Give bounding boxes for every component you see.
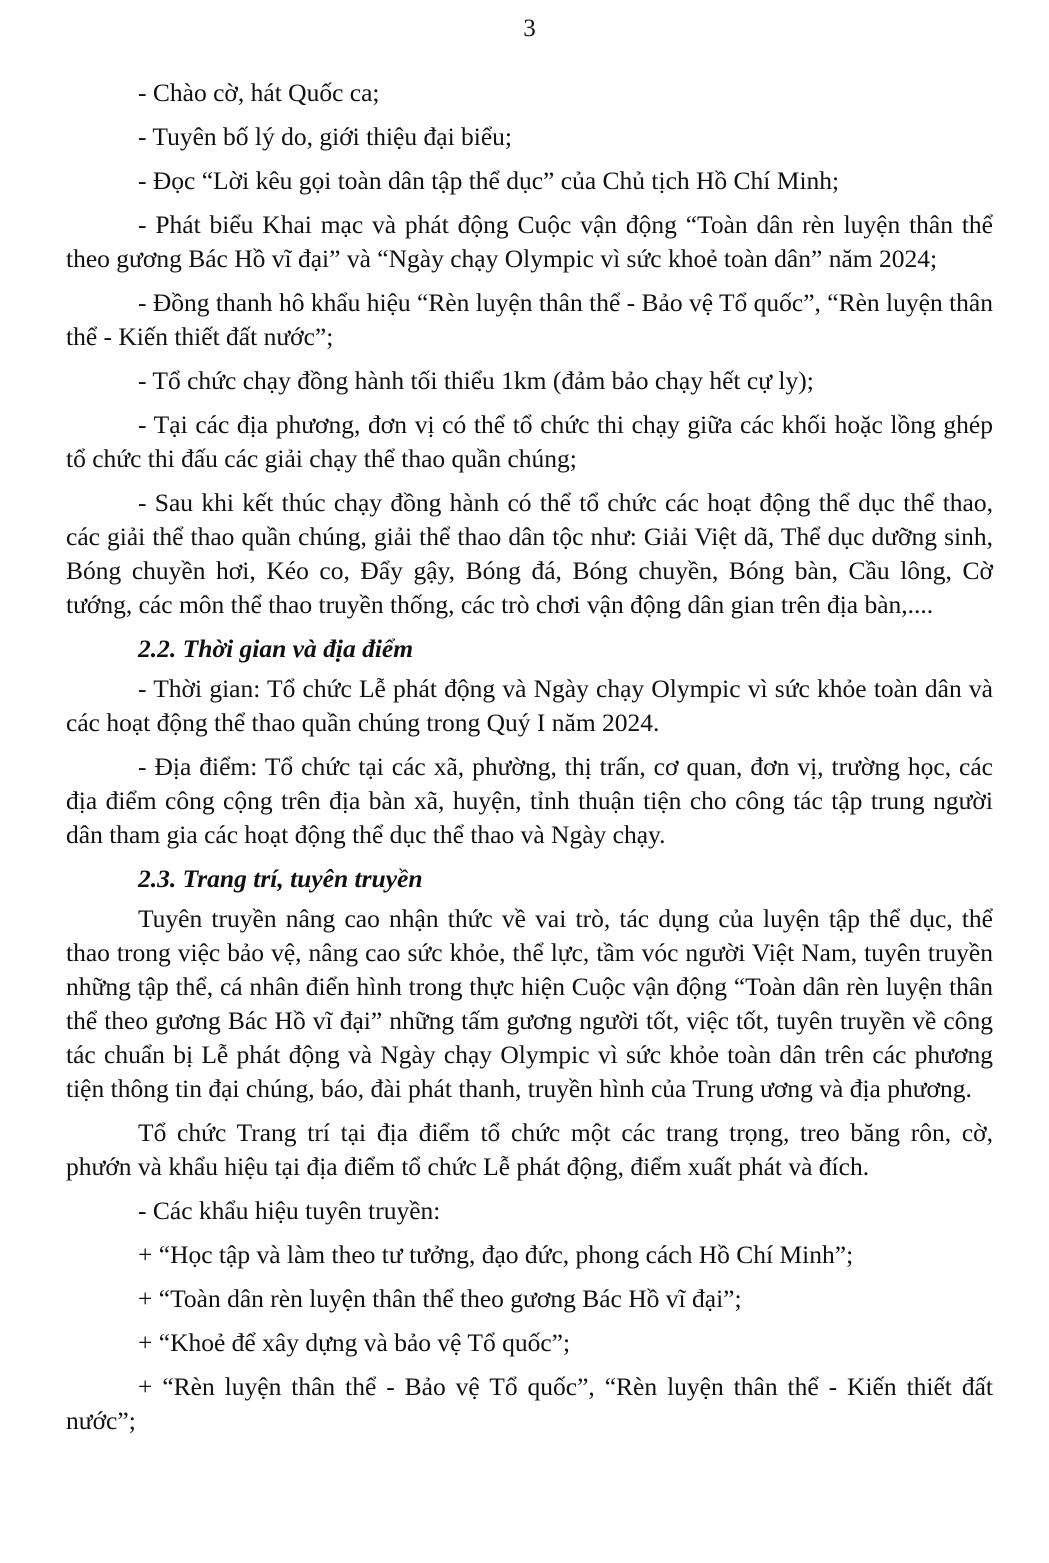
bullet-companion-run: - Tổ chức chạy đồng hành tối thiểu 1km (đảm bảo chạy hết cự ly); (138, 366, 814, 395)
bullet-local-races: - Tại các địa phương, đơn vị có thể tổ chức thi chạy giữa các khối hoặc lồng ghép tổ chức thi đấu các giải chạy thể thao quần chúng; (66, 410, 993, 473)
bullet-read-appeal: - Đọc “Lời kêu gọi toàn dân tập thể dục” của Chủ tịch Hồ Chí Minh; (138, 166, 840, 195)
bullet-announce-reason: - Tuyên bố lý do, giới thiệu đại biểu; (138, 122, 513, 151)
section-heading-decoration-propaganda: 2.3. Trang trí, tuyên truyền (138, 864, 423, 893)
paragraph-time: - Thời gian: Tổ chức Lễ phát động và Ngày chạy Olympic vì sức khỏe toàn dân và các hoạt động thể thao quần chúng trong Quý I năm 2024. (66, 674, 993, 737)
section-heading-time-place: 2.2. Thời gian và địa điểm (138, 634, 414, 663)
slogan-item: + “Toàn dân rèn luyện thân thể theo gương Bác Hồ vĩ đại”; (138, 1284, 742, 1313)
paragraph-place: - Địa điểm: Tổ chức tại các xã, phường, thị trấn, cơ quan, đơn vị, trường học, các địa điểm công cộng trên địa bàn xã, huyện, tỉnh thuận tiện cho công tác tập trung người dân tham gia các hoạt động thể dục thể thao và Ngày chạy. (66, 752, 993, 849)
page-number: 3 (523, 15, 536, 42)
slogan-item: + “Khoẻ để xây dựng và bảo vệ Tổ quốc”; (138, 1328, 571, 1357)
slogans-intro: - Các khẩu hiệu tuyên truyền: (138, 1196, 441, 1225)
bullet-flag-salute: - Chào cờ, hát Quốc ca; (138, 78, 380, 107)
bullet-chant-slogans: - Đồng thanh hô khẩu hiệu “Rèn luyện thân thể - Bảo vệ Tổ quốc”, “Rèn luyện thân thể - Kiến thiết đất nước”; (66, 288, 993, 351)
bullet-after-run-activities: - Sau khi kết thúc chạy đồng hành có thể tổ chức các hoạt động thể dục thể thao, các giải thể thao quần chúng, giải thể thao dân tộc như: Giải Việt dã, Thể dục dưỡng sinh, Bóng chuyền hơi, Kéo co, Đẩy gậy, Bóng đá, Bóng chuyền, Bóng bàn, Cầu lông, Cờ tướng, các môn thể thao truyền thống, các trò chơi vận động dân gian trên địa bàn,.... (66, 488, 993, 619)
paragraph-decoration: Tổ chức Trang trí tại địa điểm tổ chức một các trang trọng, treo băng rôn, cờ, phướn và khẩu hiệu tại địa điểm tổ chức Lễ phát động, điểm xuất phát và đích. (66, 1118, 993, 1181)
bullet-opening-speech: - Phát biểu Khai mạc và phát động Cuộc vận động “Toàn dân rèn luyện thân thể theo gương Bác Hồ vĩ đại” và “Ngày chạy Olympic vì sức khoẻ toàn dân” năm 2024; (66, 210, 993, 273)
slogan-item: + “Rèn luyện thân thể - Bảo vệ Tổ quốc”, “Rèn luyện thân thể - Kiến thiết đất nước”; (66, 1372, 993, 1435)
slogan-item: + “Học tập và làm theo tư tưởng, đạo đức, phong cách Hồ Chí Minh”; (138, 1240, 854, 1269)
paragraph-propaganda: Tuyên truyền nâng cao nhận thức về vai trò, tác dụng của luyện tập thể dục, thể thao trong việc bảo vệ, nâng cao sức khỏe, thể lực, tầm vóc người Việt Nam, tuyên truyền những tập thể, cá nhân điển hình trong thực hiện Cuộc vận động “Toàn dân rèn luyện thân thể theo gương Bác Hồ vĩ đại” những tấm gương người tốt, việc tốt, tuyên truyền về công tác chuẩn bị Lễ phát động và Ngày chạy Olympic vì sức khỏe toàn dân trên các phương tiện thông tin đại chúng, báo, đài phát thanh, truyền hình của Trung ương và địa phương. (66, 904, 993, 1103)
